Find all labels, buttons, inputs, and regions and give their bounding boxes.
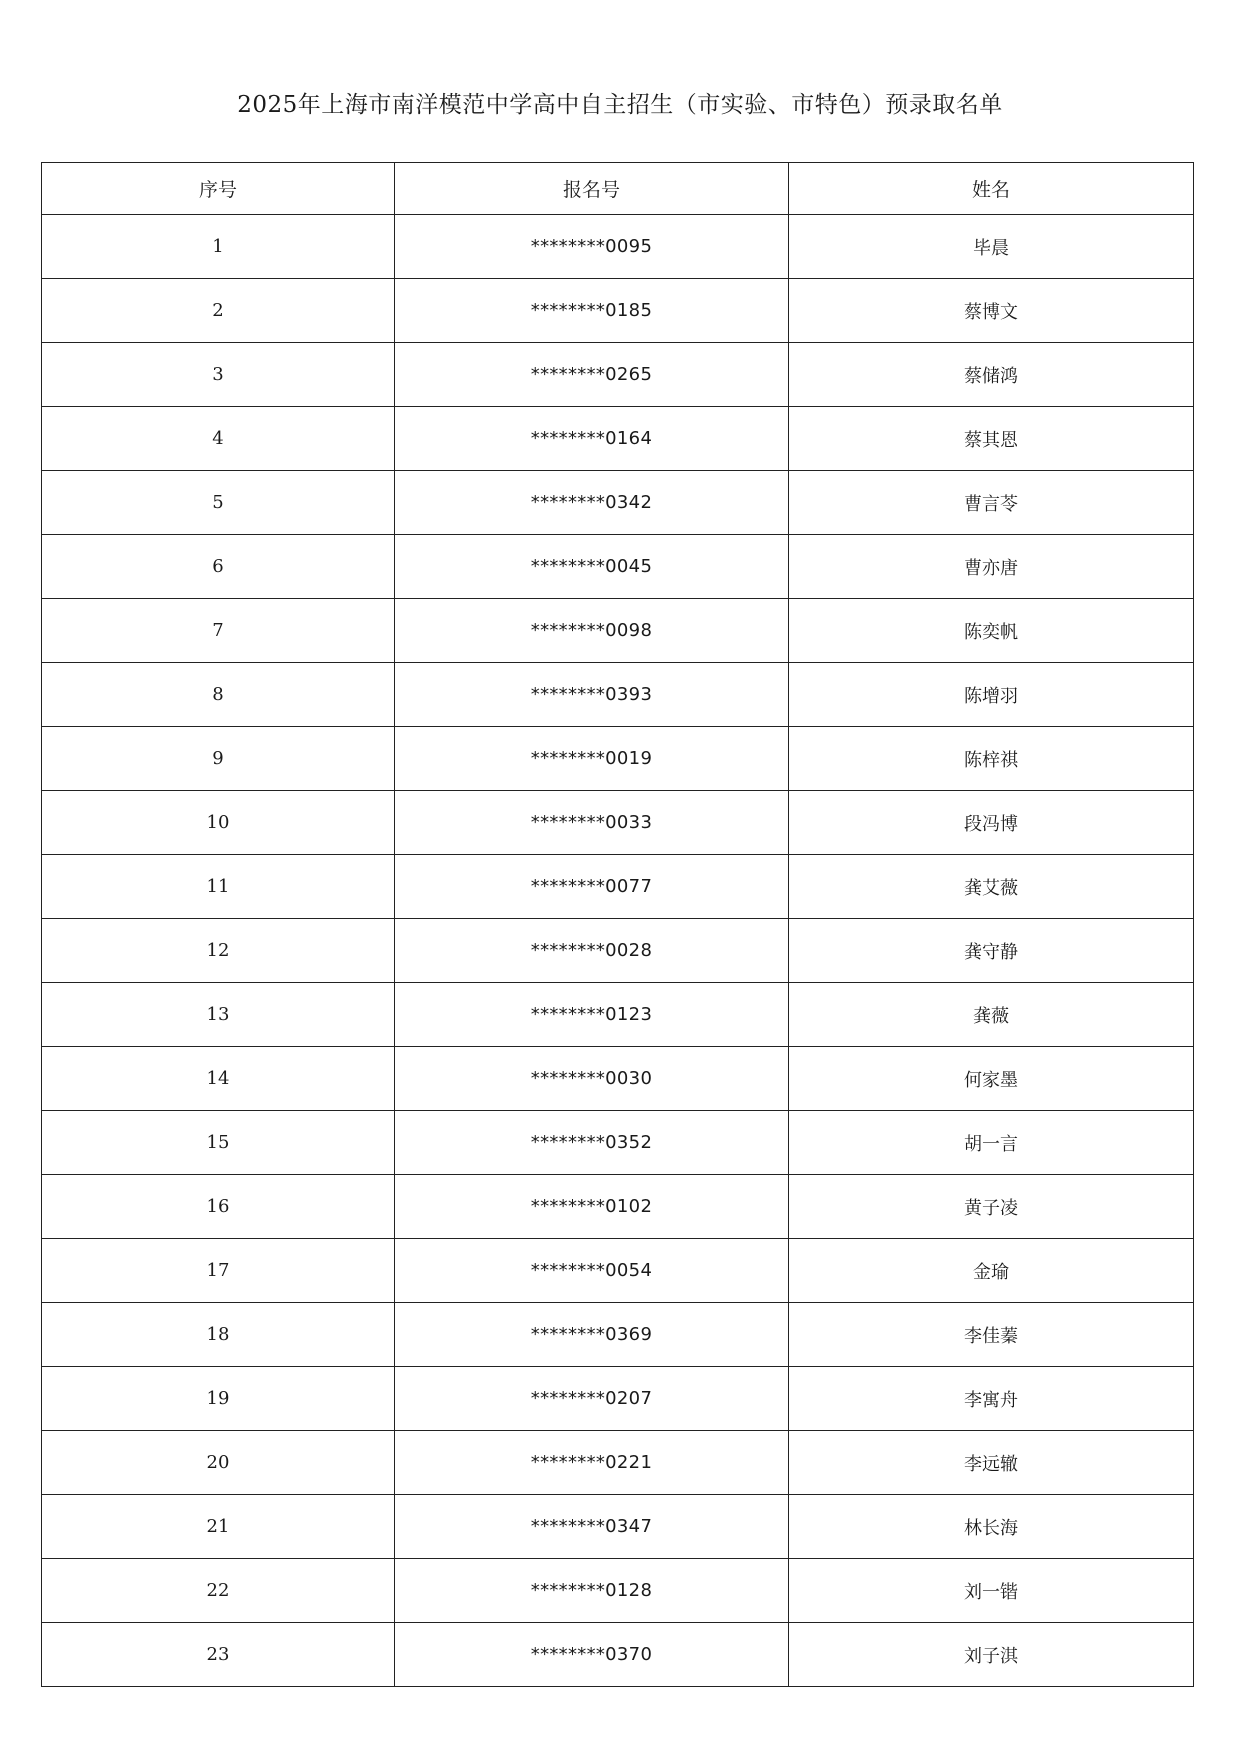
row-student-name: 刘子淇 bbox=[789, 1623, 1194, 1687]
table-row bbox=[42, 1111, 1194, 1175]
row-student-name: 陈奕帆 bbox=[789, 599, 1194, 663]
row-student-name: 李远辙 bbox=[789, 1431, 1194, 1495]
row-index: 12 bbox=[42, 919, 395, 983]
row-index: 7 bbox=[42, 599, 395, 663]
row-student-name: 蔡博文 bbox=[789, 279, 1194, 343]
header-name: 姓名 bbox=[789, 163, 1194, 215]
row-index: 8 bbox=[42, 663, 395, 727]
table-row bbox=[42, 919, 1194, 983]
row-registration-number: ********0102 bbox=[395, 1175, 789, 1239]
table-header-row bbox=[42, 163, 1194, 215]
row-student-name: 蔡其恩 bbox=[789, 407, 1194, 471]
row-registration-number: ********0045 bbox=[395, 535, 789, 599]
row-index: 22 bbox=[42, 1559, 395, 1623]
row-registration-number: ********0347 bbox=[395, 1495, 789, 1559]
row-index: 20 bbox=[42, 1431, 395, 1495]
row-student-name: 林长海 bbox=[789, 1495, 1194, 1559]
row-student-name: 龚艾薇 bbox=[789, 855, 1194, 919]
row-index: 13 bbox=[42, 983, 395, 1047]
row-index: 17 bbox=[42, 1239, 395, 1303]
row-index: 14 bbox=[42, 1047, 395, 1111]
row-index: 11 bbox=[42, 855, 395, 919]
row-index: 16 bbox=[42, 1175, 395, 1239]
row-registration-number: ********0028 bbox=[395, 919, 789, 983]
row-student-name: 黄子凌 bbox=[789, 1175, 1194, 1239]
row-registration-number: ********0342 bbox=[395, 471, 789, 535]
row-student-name: 毕晨 bbox=[789, 215, 1194, 279]
header-registration-number: 报名号 bbox=[395, 163, 789, 215]
row-index: 4 bbox=[42, 407, 395, 471]
table-row bbox=[42, 471, 1194, 535]
table-row bbox=[42, 279, 1194, 343]
table-row bbox=[42, 535, 1194, 599]
table-row bbox=[42, 791, 1194, 855]
row-registration-number: ********0370 bbox=[395, 1623, 789, 1687]
row-student-name: 陈梓祺 bbox=[789, 727, 1194, 791]
table-row bbox=[42, 727, 1194, 791]
row-student-name: 蔡储鸿 bbox=[789, 343, 1194, 407]
row-registration-number: ********0393 bbox=[395, 663, 789, 727]
row-index: 9 bbox=[42, 727, 395, 791]
row-index: 10 bbox=[42, 791, 395, 855]
row-registration-number: ********0095 bbox=[395, 215, 789, 279]
admission-list-table bbox=[41, 162, 1194, 1687]
row-registration-number: ********0128 bbox=[395, 1559, 789, 1623]
row-index: 23 bbox=[42, 1623, 395, 1687]
row-index: 6 bbox=[42, 535, 395, 599]
table-row bbox=[42, 1239, 1194, 1303]
table-row bbox=[42, 215, 1194, 279]
row-registration-number: ********0369 bbox=[395, 1303, 789, 1367]
table-row bbox=[42, 1303, 1194, 1367]
row-student-name: 龚守静 bbox=[789, 919, 1194, 983]
row-student-name: 李寓舟 bbox=[789, 1367, 1194, 1431]
row-registration-number: ********0030 bbox=[395, 1047, 789, 1111]
row-index: 5 bbox=[42, 471, 395, 535]
table-row bbox=[42, 1495, 1194, 1559]
table-row bbox=[42, 1047, 1194, 1111]
table-row bbox=[42, 1175, 1194, 1239]
page-title: 2025年上海市南洋模范中学高中自主招生（市实验、市特色）预录取名单 bbox=[237, 92, 1003, 118]
row-registration-number: ********0033 bbox=[395, 791, 789, 855]
row-student-name: 陈增羽 bbox=[789, 663, 1194, 727]
table-row bbox=[42, 1367, 1194, 1431]
row-student-name: 曹亦唐 bbox=[789, 535, 1194, 599]
row-registration-number: ********0077 bbox=[395, 855, 789, 919]
row-index: 21 bbox=[42, 1495, 395, 1559]
row-student-name: 胡一言 bbox=[789, 1111, 1194, 1175]
row-index: 18 bbox=[42, 1303, 395, 1367]
table-row bbox=[42, 1623, 1194, 1687]
table-row bbox=[42, 1431, 1194, 1495]
row-registration-number: ********0207 bbox=[395, 1367, 789, 1431]
row-index: 2 bbox=[42, 279, 395, 343]
row-index: 1 bbox=[42, 215, 395, 279]
row-registration-number: ********0123 bbox=[395, 983, 789, 1047]
header-index: 序号 bbox=[42, 163, 395, 215]
row-student-name: 刘一锴 bbox=[789, 1559, 1194, 1623]
row-student-name: 李佳蓁 bbox=[789, 1303, 1194, 1367]
row-index: 3 bbox=[42, 343, 395, 407]
table-row bbox=[42, 855, 1194, 919]
table-row bbox=[42, 1559, 1194, 1623]
row-registration-number: ********0265 bbox=[395, 343, 789, 407]
row-registration-number: ********0054 bbox=[395, 1239, 789, 1303]
row-registration-number: ********0185 bbox=[395, 279, 789, 343]
table-body bbox=[42, 215, 1194, 1687]
row-student-name: 段冯博 bbox=[789, 791, 1194, 855]
table-row bbox=[42, 343, 1194, 407]
table-row bbox=[42, 407, 1194, 471]
row-index: 19 bbox=[42, 1367, 395, 1431]
table-row bbox=[42, 983, 1194, 1047]
row-registration-number: ********0019 bbox=[395, 727, 789, 791]
row-registration-number: ********0221 bbox=[395, 1431, 789, 1495]
table-row bbox=[42, 663, 1194, 727]
row-registration-number: ********0164 bbox=[395, 407, 789, 471]
row-student-name: 金瑜 bbox=[789, 1239, 1194, 1303]
table-row bbox=[42, 599, 1194, 663]
row-student-name: 何家墨 bbox=[789, 1047, 1194, 1111]
row-registration-number: ********0098 bbox=[395, 599, 789, 663]
row-index: 15 bbox=[42, 1111, 395, 1175]
row-student-name: 龚薇 bbox=[789, 983, 1194, 1047]
row-registration-number: ********0352 bbox=[395, 1111, 789, 1175]
row-student-name: 曹言苓 bbox=[789, 471, 1194, 535]
